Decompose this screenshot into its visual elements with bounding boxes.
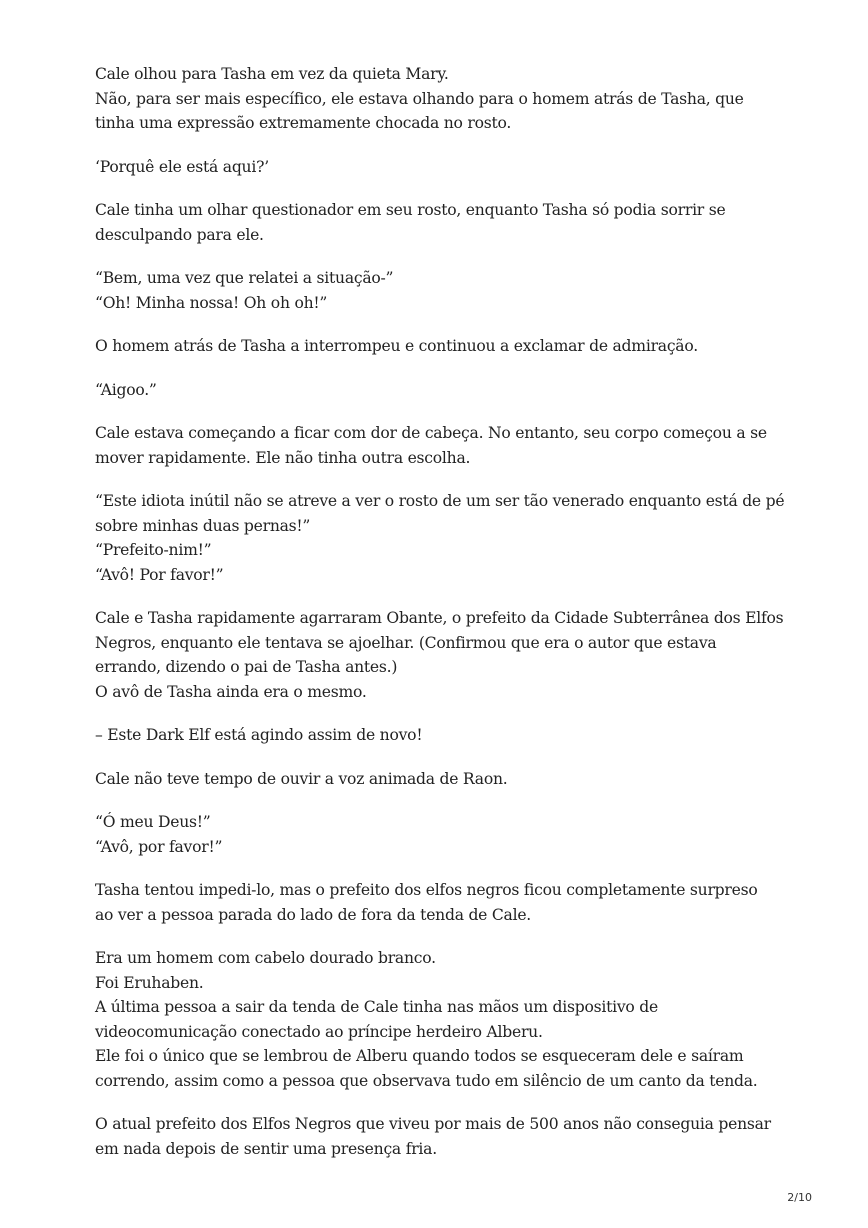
text-line: Cale tinha um olhar questionador em seu rosto, enquanto Tasha só podia sorrir se bbox=[95, 201, 726, 219]
text-line: O homem atrás de Tasha a interrompeu e continuou a exclamar de admiração. bbox=[95, 337, 698, 355]
text-line: “Prefeito-nim!” bbox=[95, 541, 212, 559]
text-line: O avô de Tasha ainda era o mesmo. bbox=[95, 682, 367, 701]
text-line: Cale olhou para Tasha em vez da quieta Mary. bbox=[95, 65, 449, 83]
text-line: Cale estava começando a ficar com dor de cabeça. No entanto, seu corpo começou a se bbox=[95, 424, 767, 442]
text-line: errando, dizendo o pai de Tasha antes.) bbox=[95, 658, 398, 676]
paragraph bbox=[95, 378, 795, 403]
text-line: ao ver a pessoa parada do lado de fora da tenda de Cale. bbox=[95, 905, 532, 924]
text-line: ‘Porquê ele está aqui?’ bbox=[95, 157, 269, 176]
paragraph bbox=[95, 489, 795, 587]
text-line: desculpando para ele. bbox=[95, 225, 264, 244]
text-line: Tasha tentou impedi-lo, mas o prefeito dos elfos negros ficou completamente surpreso bbox=[95, 881, 758, 899]
text-line: tinha uma expressão extremamente chocada no rosto. bbox=[95, 114, 512, 132]
text-line: “Bem, uma vez que relatei a situação-” bbox=[95, 269, 394, 287]
text-line: O atual prefeito dos Elfos Negros que viveu por mais de 500 anos não conseguia pensar bbox=[95, 1115, 771, 1133]
text-line: “Oh! Minha nossa! Oh oh oh!” bbox=[95, 293, 328, 312]
paragraph bbox=[95, 334, 795, 359]
document-body bbox=[95, 62, 795, 1180]
text-line: Não, para ser mais específico, ele estava olhando para o homem atrás de Tasha, que bbox=[95, 89, 744, 108]
text-line: “Avô, por favor!” bbox=[95, 837, 223, 856]
text-line: Cale não teve tempo de ouvir a voz animada de Raon. bbox=[95, 769, 508, 788]
text-line: em nada depois de sentir uma presença fria. bbox=[95, 1139, 437, 1158]
paragraph bbox=[95, 767, 795, 792]
text-line: Era um homem com cabelo dourado branco. bbox=[95, 949, 436, 967]
text-line: correndo, assim como a pessoa que observava tudo em silêncio de um canto da tenda. bbox=[95, 1071, 758, 1090]
text-line: “Ó meu Deus!” bbox=[95, 813, 211, 831]
text-line: videocomunicação conectado ao príncipe herdeiro Alberu. bbox=[95, 1022, 543, 1041]
paragraph bbox=[95, 1112, 795, 1161]
paragraph bbox=[95, 946, 795, 1093]
text-line: “Avô! Por favor!” bbox=[95, 565, 224, 584]
text-line: Negros, enquanto ele tentava se ajoelhar. (Confirmou que era o autor que estava bbox=[95, 633, 717, 652]
paragraph bbox=[95, 878, 795, 927]
text-line: “Este idiota inútil não se atreve a ver o rosto de um ser tão venerado enquanto está de pé bbox=[95, 492, 785, 510]
text-line: Ele foi o único que se lembrou de Alberu quando todos se esqueceram dele e saíram bbox=[95, 1047, 744, 1065]
paragraph bbox=[95, 606, 795, 704]
paragraph bbox=[95, 62, 795, 136]
paragraph bbox=[95, 155, 795, 180]
text-line: mover rapidamente. Ele não tinha outra escolha. bbox=[95, 448, 471, 467]
paragraph bbox=[95, 810, 795, 859]
text-line: Cale e Tasha rapidamente agarraram Obante, o prefeito da Cidade Subterrânea dos Elfos bbox=[95, 609, 784, 627]
paragraph bbox=[95, 421, 795, 470]
paragraph bbox=[95, 266, 795, 315]
text-line: – Este Dark Elf está agindo assim de novo! bbox=[95, 726, 423, 744]
text-line: sobre minhas duas pernas!” bbox=[95, 516, 311, 535]
paragraph bbox=[95, 198, 795, 247]
text-line: A última pessoa a sair da tenda de Cale tinha nas mãos um dispositivo de bbox=[95, 998, 658, 1016]
text-line: “Aigoo.” bbox=[95, 380, 157, 399]
paragraph bbox=[95, 723, 795, 748]
page-number: 2/10 bbox=[787, 1191, 812, 1204]
text-line: Foi Eruhaben. bbox=[95, 973, 204, 992]
